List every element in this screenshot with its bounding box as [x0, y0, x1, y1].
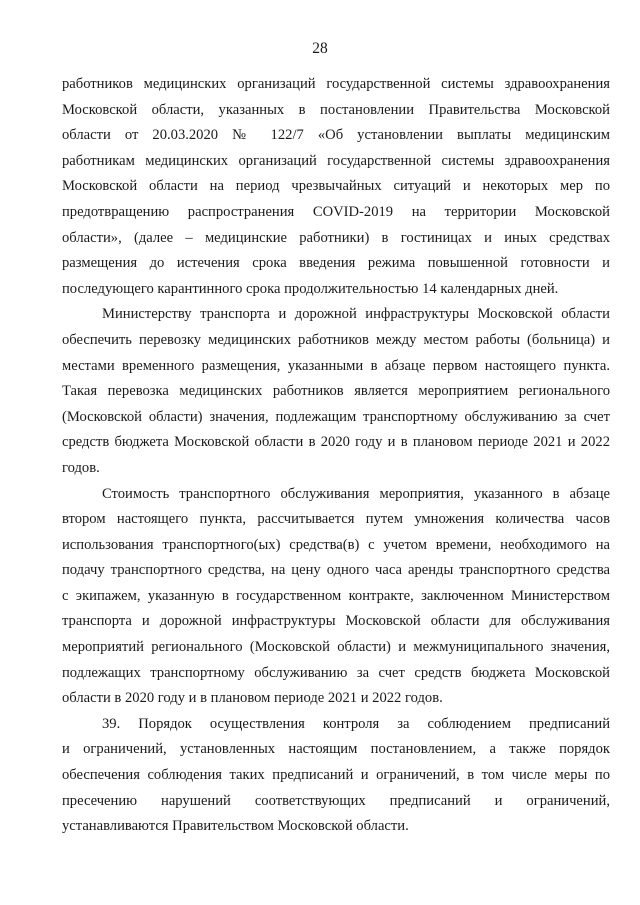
text-line: последующего карантинного срока продолжительностью 14 календарных дней.	[62, 280, 559, 297]
text-line: области в 2020 году и в плановом периоде 2021 и 2022 годов.	[62, 690, 443, 707]
text-line: пресечению нарушений соответствующих предписаний и ограничений,	[62, 792, 610, 809]
text-line: области от 20.03.2020 № 122/7 «Об установлении выплаты медицинским	[62, 127, 610, 144]
text-line: работникам медицинских организаций государственной системы здравоохранения	[62, 152, 610, 169]
text-line: Министерству транспорта и дорожной инфраструктуры Московской области	[102, 306, 610, 323]
text-line: (Московской области) значения, подлежащим транспортному обслуживанию за счет	[62, 408, 610, 425]
paragraph-3	[62, 482, 610, 712]
text-line: 39. Порядок осуществления контроля за соблюдением предписаний	[102, 715, 610, 732]
text-line: области», (далее – медицинские работники) в гостиницах и иных средствах	[62, 229, 610, 246]
text-line: подачу транспортного средства, на цену одного часа аренды транспортного средства	[62, 562, 610, 579]
text-line: Такая перевозка медицинских работников является мероприятием регионального	[62, 383, 610, 400]
text-line: транспорта и дорожной инфраструктуры Московской области для обслуживания	[62, 613, 610, 630]
text-line: использования транспортного(ых) средства(в) с учетом времени, необходимого на	[62, 536, 610, 553]
text-line: втором настоящего пункта, рассчитывается путем умножения количества часов	[62, 511, 610, 528]
text-line: устанавливаются Правительством Московской области.	[62, 818, 409, 835]
text-line: и ограничений, установленных настоящим постановлением, а также порядок	[62, 741, 610, 758]
text-line: размещения до истечения срока введения режима повышенной готовности и	[62, 255, 610, 272]
paragraph-4	[62, 712, 610, 840]
text-line: работников медицинских организаций государственной системы здравоохранения	[62, 76, 610, 92]
text-line: с экипажем, указанную в государственном контракте, заключенном Министерством	[62, 587, 610, 604]
text-line: Московской области на период чрезвычайных ситуаций и некоторых мер по	[62, 178, 610, 195]
text-line: Московской области, указанных в постановлении Правительства Московской	[62, 101, 610, 118]
text-line: годов.	[62, 459, 100, 476]
paragraph-2	[62, 302, 610, 481]
text-line: местами временного размещения, указанными в абзаце первом настоящего пункта.	[62, 357, 610, 374]
text-line: Стоимость транспортного обслуживания мероприятия, указанного в абзаце	[102, 485, 610, 502]
text-line: обеспечить перевозку медицинских работников между местом работы (больница) и	[62, 331, 610, 348]
text-line: предотвращению распространения COVID-2019 на территории Московской	[62, 203, 610, 220]
text-line: средств бюджета Московской области в 2020 году и в плановом периоде 2021 и 2022	[62, 434, 610, 451]
text-line: мероприятий регионального (Московской области) и межмуниципального значения,	[62, 639, 610, 656]
document-body	[62, 72, 610, 840]
text-line: обеспечения соблюдения таких предписаний и ограничений, в том числе меры по	[62, 767, 610, 784]
paragraph-1	[62, 72, 610, 302]
page-number: 28	[312, 40, 328, 57]
text-line: подлежащих транспортному обслуживанию за счет средств бюджета Московской	[62, 664, 610, 681]
